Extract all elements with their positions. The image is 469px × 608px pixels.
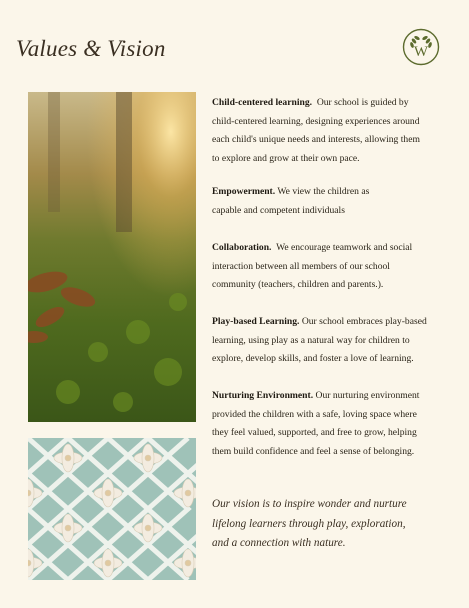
value-text: community (teachers, children and parents.). [212,279,384,290]
vision-line: lifelong learners through play, exploration, [212,517,406,530]
value-text: learning, using play as a natural way for children to [212,334,410,346]
page-title: Values & Vision [16,36,166,61]
value-text: explore, develop skills, and foster a love of learning. [212,353,414,364]
value-collaboration [212,239,412,295]
value-nurturing [212,387,419,461]
value-text: Our nurturing environment [315,390,420,401]
value-heading: Collaboration. [212,242,272,253]
value-heading: Nurturing Environment. [212,390,314,401]
value-text: they feel valued, supported, and free to grow, helping [212,427,417,438]
value-text: capable and competent individuals [212,204,345,216]
logo-letter: W [413,44,429,60]
value-text: Our school is guided by [316,97,409,108]
value-text: We encourage teamwork and social [276,242,413,253]
forest-moss-photo [28,92,196,422]
value-text: Our school embraces play-based [301,316,427,327]
value-text: child-centered learning, designing experiences around [212,115,420,127]
vision-statement [212,495,442,554]
value-text: provided the children with a safe, loving space where [212,408,417,420]
value-heading: Empowerment. [212,186,276,197]
vision-line: and a connection with nature. [212,537,346,549]
value-empowerment [212,183,369,220]
value-text: each child's unique needs and interests, allowing them [212,134,420,145]
value-heading: Play-based Learning. [212,316,300,327]
value-play-based [212,313,427,369]
value-heading: Child-centered learning. [212,97,313,108]
value-text: to explore and grow at their own pace. [212,152,360,164]
value-text: We view the children as [277,186,370,197]
value-text: them build confidence and feel a sense of belonging. [212,445,415,457]
value-text: interaction between all members of our school [212,260,390,272]
ornamental-tile-photo [28,438,196,580]
value-child-centered [212,94,420,168]
laurel-wreath-icon [402,28,440,66]
vision-line: Our vision is to inspire wonder and nurture [212,498,407,510]
